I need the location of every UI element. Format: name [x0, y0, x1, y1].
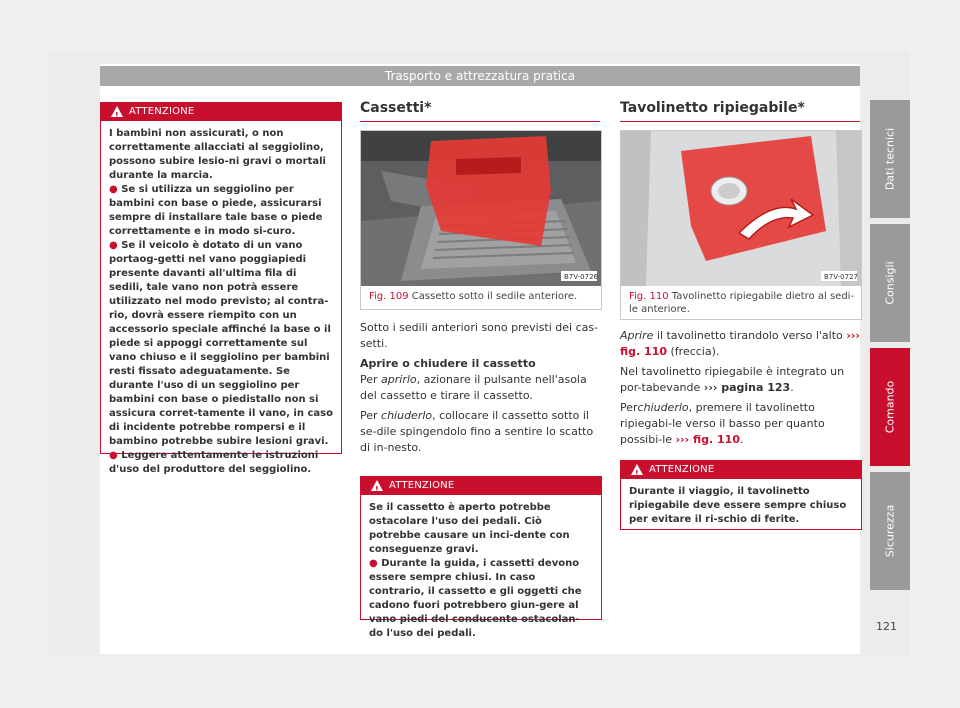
warning-intro: Durante il viaggio, il tavolinetto ripiegabile deve essere sempre chiuso per evitare il ri-schio di ferite. — [629, 486, 847, 525]
figure-image — [621, 131, 861, 286]
warning-triangle-icon — [371, 480, 383, 491]
bullet-dot-icon: ● — [109, 184, 122, 195]
folding-table-warning — [620, 460, 862, 530]
page-ref-link[interactable]: ››› pagina 123 — [703, 381, 791, 394]
warning-triangle-icon — [111, 106, 123, 117]
warning-bullet: ● Se il veicolo è dotato di un vano portaog-getti nel vano poggiapiedi presente davanti all'ultima fila di sedili, tale vano non potrà essere utilizzato nel modo previsto; al contra-rio, dovrà essere riempito con un accessorio speciale affinché la base o il piede si appoggi correttamente sul vano chiuso e il seggiolino per bambini resti fissato adeguatamente. Se durante l'uso di un seggiolino per bambini con base o piedistallo non si assicura corret-tamente il vano, in caso di incidente potrebbe rompersi e il bambino potrebbe subire lesioni gravi. — [109, 240, 333, 447]
section-rule — [360, 121, 600, 122]
figure-109 — [360, 130, 602, 310]
bullet-dot-icon: ● — [109, 240, 122, 251]
drawers-open: Per aprirlo, azionare il pulsante nell'asola del cassetto e tirare il cassetto. — [360, 373, 587, 402]
drawers-subhead: Aprire o chiudere il cassetto — [360, 357, 536, 370]
bullet-dot-icon: ● — [109, 450, 122, 461]
section-title-drawers: Cassetti* — [360, 100, 432, 116]
warning-bullet: ● Durante la guida, i cassetti devono essere sempre chiusi. In caso contrario, il cassetto e gli oggetti che cadono fuori potrebbero giun-gere al vano piedi del conducente ostacolan-do l'uso dei pedali. — [369, 558, 582, 639]
drawer-under-seat-image — [361, 131, 601, 286]
page-number: 121 — [876, 620, 897, 633]
fig-ref-link[interactable]: ››› fig. 110 — [620, 329, 860, 358]
svg-text:B7V-0726: B7V-0726 — [564, 273, 598, 281]
drawers-text — [360, 320, 600, 460]
running-header — [100, 66, 860, 86]
section-rule — [620, 121, 860, 122]
warning-triangle-icon — [631, 464, 643, 475]
drawers-close: Per chiuderlo, collocare il cassetto sotto il se-dile spingendolo fino a sentire lo scatto di in-nesto. — [360, 409, 594, 454]
figure-number: Fig. 110 — [629, 291, 669, 302]
warning-bullet: ● Leggere attentamente le istruzioni d'uso del produttore del seggiolino. — [109, 450, 319, 475]
figure-number: Fig. 109 — [369, 291, 409, 302]
warning-body — [621, 479, 861, 533]
warning-header — [101, 103, 341, 121]
tab-consigli[interactable]: Consigli — [870, 224, 910, 342]
tab-comando[interactable]: Comando — [870, 348, 910, 466]
figure-110 — [620, 130, 862, 320]
warning-body — [101, 121, 341, 483]
table-cupholder: Nel tavolinetto ripiegabile è integrato un por-tabevande ››› pagina 123. — [620, 365, 845, 394]
figure-image — [361, 131, 601, 286]
warning-label: ATTENZIONE — [649, 464, 715, 475]
bullet-dot-icon: ● — [369, 558, 382, 569]
header-title: Trasporto e attrezzatura pratica — [384, 69, 576, 83]
figure-caption-text: Tavolinetto ripiegabile dietro al sedi-le anteriore. — [629, 291, 855, 315]
folding-table-image — [621, 131, 861, 286]
warning-intro: Se il cassetto è aperto potrebbe ostacolare l'uso dei pedali. Ciò potrebbe causare un inci-dente con conseguenze gravi. — [369, 502, 570, 555]
tab-sicurezza[interactable]: Sicurezza — [870, 472, 910, 590]
warning-intro: I bambini non assicurati, o non correttamente allacciati al seggiolino, possono subire lesio-ni gravi o mortali durante la marcia. — [109, 128, 326, 181]
drawer-warning — [360, 476, 602, 639]
figure-caption-text: Cassetto sotto il sedile anteriore. — [411, 291, 578, 302]
figure-caption — [629, 290, 857, 316]
warning-bullet: ● Se si utilizza un seggiolino per bambini con base o piede, assicurarsi sempre di installare tale base o piede correttamente e in modo si-curo. — [109, 184, 323, 237]
section-title-folding-table: Tavolinetto ripiegabile* — [620, 100, 805, 116]
child-seat-warning — [100, 102, 342, 475]
table-open: Aprire il tavolinetto tirandolo verso l'alto ››› fig. 110 (freccia). — [620, 329, 860, 358]
folding-table-text — [620, 328, 860, 452]
warning-label: ATTENZIONE — [389, 480, 455, 491]
warning-body — [361, 495, 601, 647]
tab-dati-tecnici[interactable]: Dati tecnici — [870, 100, 910, 218]
table-close: Perchiuderlo, premere il tavolinetto ripiegabi-le verso il basso per quanto possibi-le ››› fig. 110. — [620, 401, 825, 446]
warning-header — [361, 477, 601, 495]
warning-label: ATTENZIONE — [129, 106, 195, 117]
figure-caption — [369, 290, 597, 303]
drawers-intro: Sotto i sedili anteriori sono previsti dei cas-setti. — [360, 321, 599, 350]
svg-text:B7V-0727: B7V-0727 — [824, 273, 858, 281]
warning-header — [621, 461, 861, 479]
fig-ref-link[interactable]: ››› fig. 110 — [675, 433, 740, 446]
